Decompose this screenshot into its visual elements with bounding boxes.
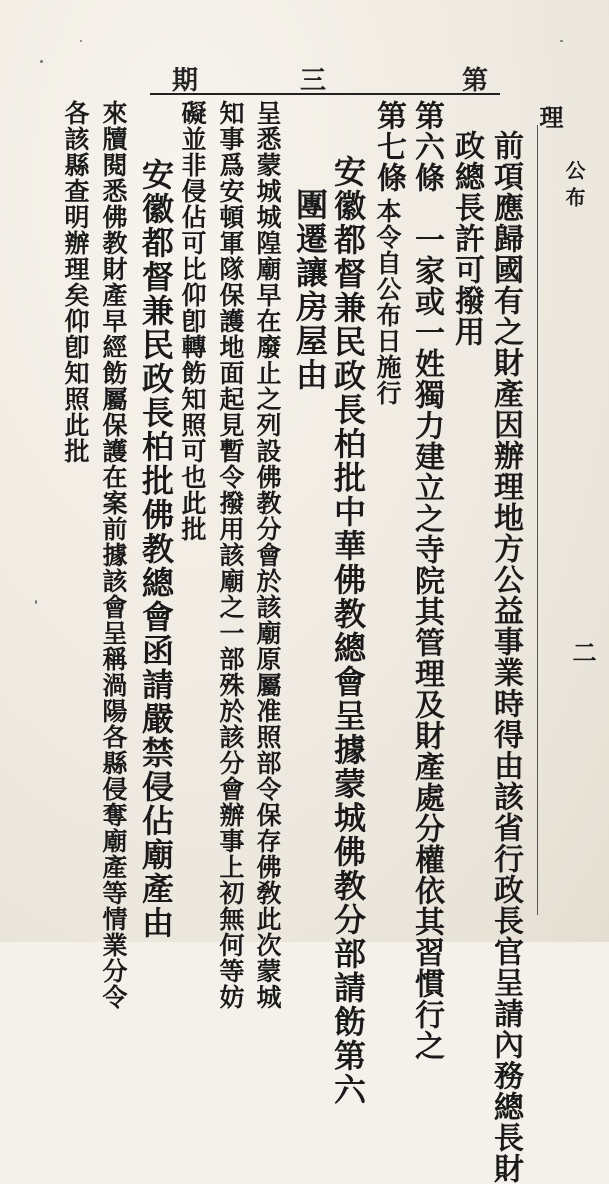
- header-label: 期: [172, 66, 199, 96]
- text-column-12: 各該縣查明辦理矣仰卽知照此批: [61, 100, 90, 464]
- header-rule: [150, 93, 500, 95]
- text-column-4a: 第七條: [371, 100, 406, 224]
- text-column-3: 第六條 一家或一姓獨力建立之寺院其管理及財產處分權依其習慣行之: [409, 100, 444, 1061]
- notice-title-1: 安徽都督兼民政長柏批中華佛教總會呈據蒙城佛教分部請飭第六: [329, 155, 367, 1107]
- margin-top-char: 理: [535, 105, 564, 129]
- page-number: 二: [568, 640, 597, 664]
- text-column-9: 礙並非侵佔可比仰卽轉飭知照可也此批: [178, 100, 207, 542]
- text-column-4b: 本令自公布日施行: [373, 198, 402, 406]
- text-column-7: 呈悉蒙城城隍廟早在廢止之列設佛教分會於該廟原屬准照部令保存佛敎此次蒙城: [253, 100, 282, 1010]
- scan-speck: [35, 600, 37, 604]
- scan-speck: [560, 40, 563, 42]
- notice-title-2: 安徽都督兼民政長柏批佛教總會函請嚴禁侵佔廟產由: [137, 158, 175, 940]
- text-column-1: 前項應歸國有之財產因辦理地方公益事業時得由該省行政長官呈請內務總長財: [488, 130, 523, 1184]
- header-number: 三: [300, 66, 327, 96]
- text-column-8: 知事爲安頓軍隊保護地面起見暫令撥用該廟之一部殊於該分會辦事上初無何等妨: [216, 100, 245, 1010]
- scan-speck: [80, 40, 82, 42]
- notice-title-1-cont: 團遷讓房屋由: [291, 188, 329, 392]
- margin-rule: [537, 125, 538, 915]
- header-issue: 第: [462, 66, 489, 96]
- text-column-2: 政總長許可撥用: [449, 130, 484, 347]
- margin-section-mark: 公 布: [562, 160, 586, 207]
- scan-speck: [40, 60, 43, 63]
- text-column-11: 來牘閱悉佛教財產早經飭屬保護在案前據該會呈稱渦陽各縣侵奪廟產等情業分令: [99, 100, 128, 1010]
